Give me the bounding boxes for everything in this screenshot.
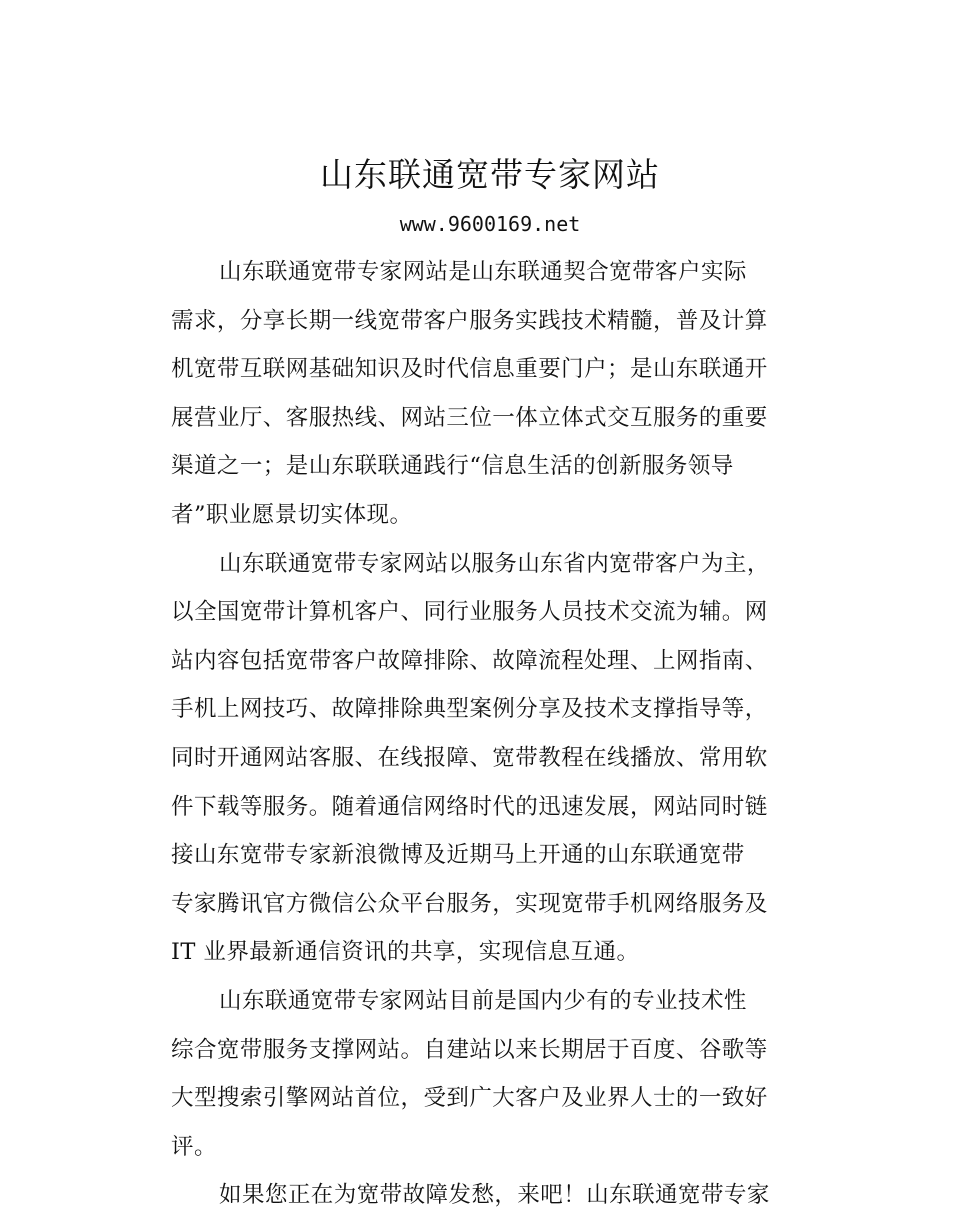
text-line: 手机上网技巧、故障排除典型案例分享及技术支撑指导等， bbox=[171, 696, 768, 723]
text-line: 评。 bbox=[171, 1133, 217, 1160]
website-url: www.9600169.net bbox=[399, 212, 581, 236]
paragraph-services bbox=[171, 540, 811, 977]
text-line: 综合宽带服务支撑网站。自建站以来长期居于百度、谷歌等 bbox=[171, 1036, 768, 1063]
text-line: 专家腾讯官方微信公众平台服务，实现宽带手机网络服务及 bbox=[171, 890, 768, 917]
text-line: 大型搜索引擎网站首位，受到广大客户及业界人士的一致好 bbox=[171, 1085, 768, 1112]
text-line: 机宽带互联网基础知识及时代信息重要门户；是山东联通开 bbox=[171, 356, 768, 383]
text-line: 山东联通宽带专家网站是山东联通契合宽带客户实际 bbox=[219, 259, 747, 285]
text-line: IT 业界最新通信资讯的共享，实现信息互通。 bbox=[171, 939, 640, 966]
document-title: 山东联通宽带专家网站 bbox=[320, 155, 660, 194]
text-line: 山东联通宽带专家网站目前是国内少有的专业技术性 bbox=[219, 987, 747, 1014]
text-line: 如果您正在为宽带故障发愁，来吧！山东联通宽带专家 bbox=[219, 1182, 770, 1209]
text-line: 同时开通网站客服、在线报障、宽带教程在线播放、常用软 bbox=[171, 744, 768, 771]
text-line: 件下载等服务。随着通信网络时代的迅速发展，网站同时链 bbox=[171, 793, 768, 820]
paragraph-intro bbox=[171, 248, 811, 540]
document-body bbox=[171, 248, 811, 1220]
paragraph-reputation bbox=[171, 977, 811, 1171]
text-line: 接山东宽带专家新浪微博及近期马上开通的山东联通宽带 bbox=[171, 842, 745, 869]
paragraph-closing bbox=[171, 1171, 811, 1220]
text-line: 山东联通宽带专家网站以服务山东省内宽带客户为主， bbox=[219, 550, 770, 577]
text-line: 需求，分享长期一线宽带客户服务实践技术精髓，普及计算 bbox=[171, 307, 768, 334]
text-line: 者”职业愿景切实体现。 bbox=[171, 501, 413, 528]
text-line: 展营业厅、客服热线、网站三位一体立体式交互服务的重要 bbox=[171, 404, 768, 431]
text-line: 以全国宽带计算机客户、同行业服务人员技术交流为辅。网 bbox=[171, 599, 768, 626]
text-line: 站内容包括宽带客户故障排除、故障流程处理、上网指南、 bbox=[171, 647, 768, 674]
text-line: 渠道之一；是山东联联通践行“信息生活的创新服务领导 bbox=[171, 453, 734, 480]
